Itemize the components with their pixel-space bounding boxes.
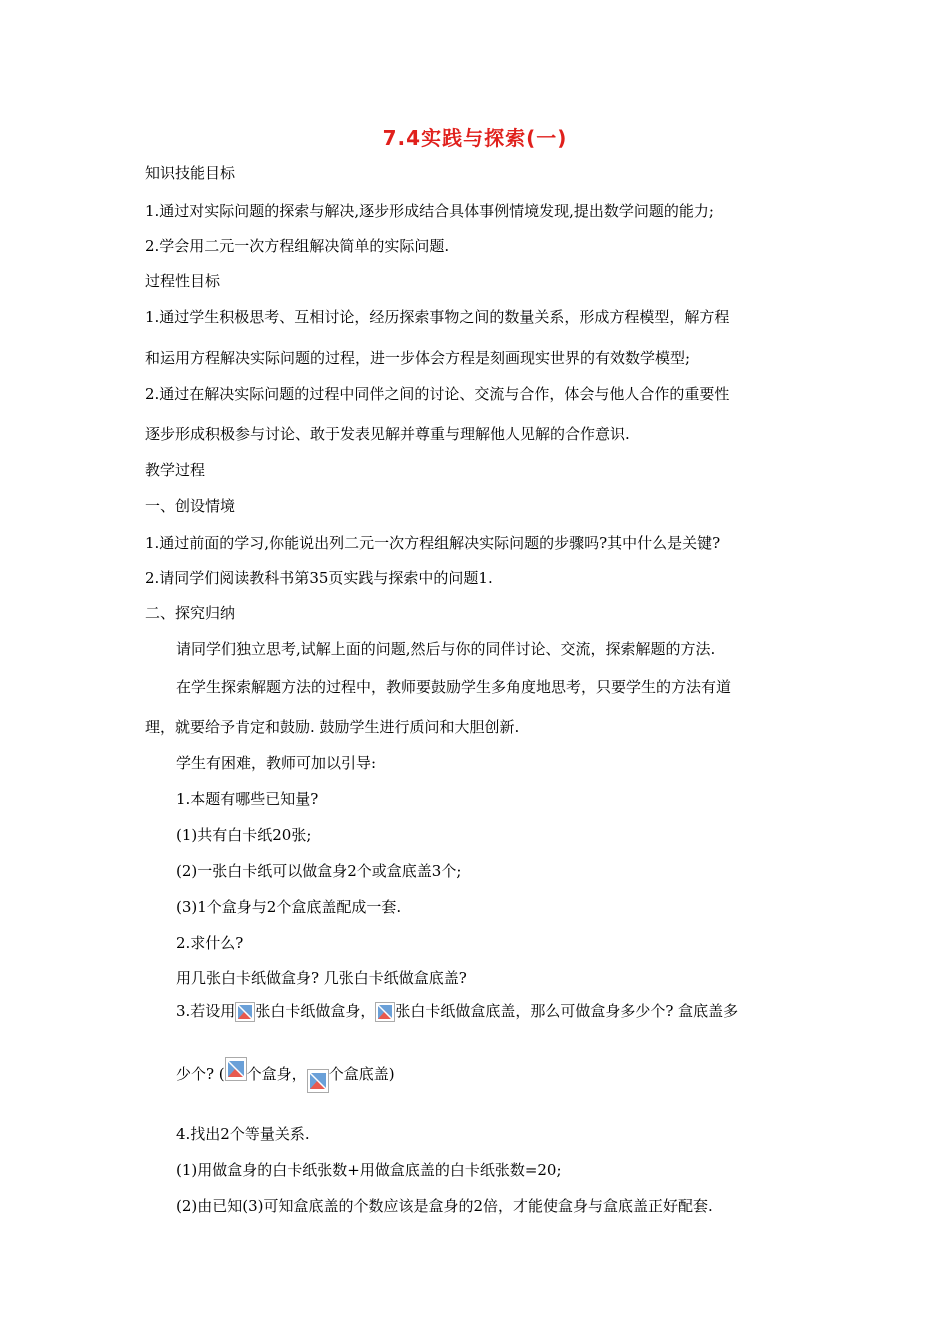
heading-process-goals: 过程性目标 (145, 272, 221, 290)
paragraph: 学生有困难，教师可加以引导: (176, 754, 377, 772)
question-3-line-1 (176, 1001, 738, 1022)
image-placeholder-icon (307, 1069, 329, 1093)
paragraph: 2.学会用二元一次方程组解决简单的实际问题. (145, 237, 450, 255)
question-3-line-2 (176, 1063, 395, 1087)
image-placeholder-icon (235, 1002, 255, 1022)
paragraph: 2.求什么? (176, 934, 244, 952)
paragraph: 和运用方程解决实际问题的过程，进一步体会方程是刻画现实世界的有效数学模型; (145, 349, 691, 367)
paragraph: 1.通过学生积极思考、互相讨论，经历探索事物之间的数量关系，形成方程模型，解方程 (145, 308, 730, 326)
paragraph: 2.请同学们阅读教科书第35页实践与探索中的问题1. (145, 569, 493, 587)
paragraph: (1)用做盒身的白卡纸张数+用做盒底盖的白卡纸张数=20; (176, 1161, 562, 1179)
q3-text: 张白卡纸做盒身， (255, 1002, 376, 1020)
paragraph: (2)由已知(3)可知盒底盖的个数应该是盒身的2倍，才能使盒身与盒底盖正好配套. (176, 1197, 713, 1215)
heading-knowledge-goals: 知识技能目标 (145, 164, 236, 182)
page-title: 7.4实践与探索(一) (382, 126, 568, 150)
image-placeholder-icon (225, 1057, 247, 1081)
q3-text: 个盒底盖) (328, 1065, 395, 1083)
image-placeholder-icon (375, 1002, 395, 1022)
q3-text: 3.若设用 (176, 1002, 236, 1020)
paragraph: 理，就要给予肯定和鼓励. 鼓励学生进行质问和大胆创新. (145, 718, 520, 736)
heading-section-1: 一、创设情境 (145, 497, 236, 515)
q3-text: 个盒身， (246, 1065, 307, 1083)
q3-text: 少个? ( (176, 1065, 225, 1083)
paragraph: (2)一张白卡纸可以做盒身2个或盒底盖3个; (176, 862, 462, 880)
paragraph: 请同学们独立思考,试解上面的问题,然后与你的同伴讨论、交流，探索解题的方法. (176, 640, 716, 658)
paragraph: 逐步形成积极参与讨论、敢于发表见解并尊重与理解他人见解的合作意识. (145, 425, 630, 443)
paragraph: 用几张白卡纸做盒身? 几张白卡纸做盒底盖? (176, 969, 467, 987)
paragraph: 4.找出2个等量关系. (176, 1125, 310, 1143)
paragraph: 2.通过在解决实际问题的过程中同伴之间的讨论、交流与合作，体会与他人合作的重要性 (145, 385, 730, 403)
paragraph: 1.通过前面的学习,你能说出列二元一次方程组解决实际问题的步骤吗?其中什么是关键? (145, 534, 721, 552)
paragraph: 1.本题有哪些已知量? (176, 790, 319, 808)
paragraph: (3)1个盒身与2个盒底盖配成一套. (176, 898, 402, 916)
heading-section-2: 二、探究归纳 (145, 604, 236, 622)
paragraph: (1)共有白卡纸20张; (176, 826, 312, 844)
paragraph: 在学生探索解题方法的过程中，教师要鼓励学生多角度地思考，只要学生的方法有道 (176, 678, 732, 696)
heading-teaching-process: 教学过程 (145, 461, 206, 479)
q3-text: 张白卡纸做盒底盖，那么可做盒身多少个? 盒底盖多 (395, 1002, 739, 1020)
paragraph: 1.通过对实际问题的探索与解决,逐步形成结合具体事例情境发现,提出数学问题的能力; (145, 202, 714, 220)
